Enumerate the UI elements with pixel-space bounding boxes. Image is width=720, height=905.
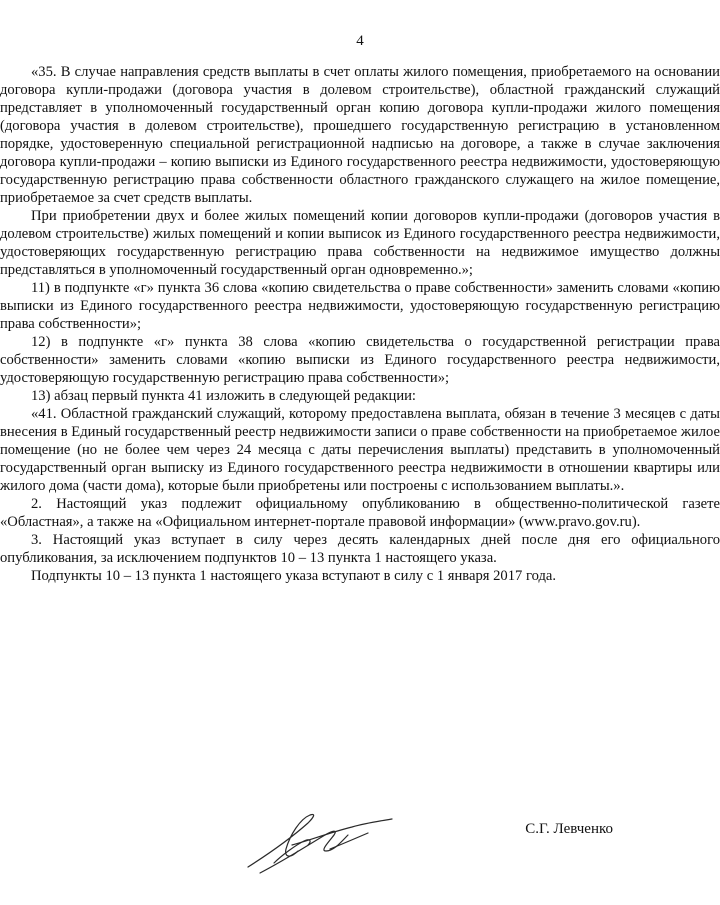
paragraph-subitem-12: 12) в подпункте «г» пункта 38 слова «копию свидетельства о государственной регистрации права собственности» заменить словами «копию выписки из Единого государственного реестра недвижимости, удостоверяющую государственную регистрацию права собственности»;: [0, 334, 720, 386]
paragraph-subitems-effective-date: Подпункты 10 – 13 пункта 1 настоящего указа вступают в силу с 1 января 2017 года.: [31, 568, 557, 584]
handwritten-signature: [230, 805, 400, 880]
signer-name: С.Г. Левченко: [525, 821, 613, 837]
paragraph-item-41: «41. Областной гражданский служащий, которому предоставлена выплата, обязан в течение 3 месяцев с даты внесения в Единый государственный реестр недвижимости записи о праве собственности на приобретаемое жилое помещение (но не более чем через 24 месяца с даты перечисления выплаты) представить в уполномоченный государственный орган выписку из Единого государственного реестра недвижимости в отношении квартиры или жилого дома (части дома), которые были приобретены или построены с использованием выплаты.».: [0, 406, 720, 494]
paragraph-subitem-13: 13) абзац первый пункта 41 изложить в следующей редакции:: [31, 388, 416, 404]
paragraph-item-35: «35. В случае направления средств выплаты в счет оплаты жилого помещения, приобретаемого на основании договора купли-продажи (договора участия в долевом строительстве), областной гражданский служащий представляет в уполномоченный государственный орган копию договора купли-продажи жилого помещения (договора участия в долевом строительстве), прошедшего государственную регистрацию в установленном порядке, удостоверенную специальной регистрационной надписью на договоре, а также в случае заключения договора купли-продажи – копию выписки из Единого государственного реестра недвижимости, удостоверяющую государственную регистрацию права собственности областного гражданского служащего на жилое помещение, приобретаемое за счет средств выплаты.: [0, 64, 720, 206]
paragraph-publication: 2. Настоящий указ подлежит официальному опубликованию в общественно-политической газете «Областная», а также на «Официальном интернет-портале правовой информации» (www.pravo.gov.ru).: [0, 496, 720, 530]
paragraph-multiple-premises: При приобретении двух и более жилых помещений копии договоров купли-продажи (договоров участия в долевом строительстве) жилых помещений и копии выписок из Единого государственного реестра недвижимости, удостоверяющих государственную регистрацию права собственности на недвижимое имущество должны представляться в уполномоченный государственный орган одновременно.»;: [0, 208, 720, 278]
document-body: [0, 63, 720, 585]
paragraph-entry-into-force: 3. Настоящий указ вступает в силу через десять календарных дней после дня его официального опубликования, за исключением подпунктов 10 – 13 пункта 1 настоящего указа.: [0, 532, 720, 566]
paragraph-subitem-11: 11) в подпункте «г» пункта 36 слова «копию свидетельства о праве собственности» заменить словами «копию выписки из Единого государственного реестра недвижимости, удостоверяющую государственную регистрацию права собственности»;: [0, 280, 720, 332]
page-number: 4: [356, 33, 364, 49]
signature-block: [0, 805, 640, 885]
